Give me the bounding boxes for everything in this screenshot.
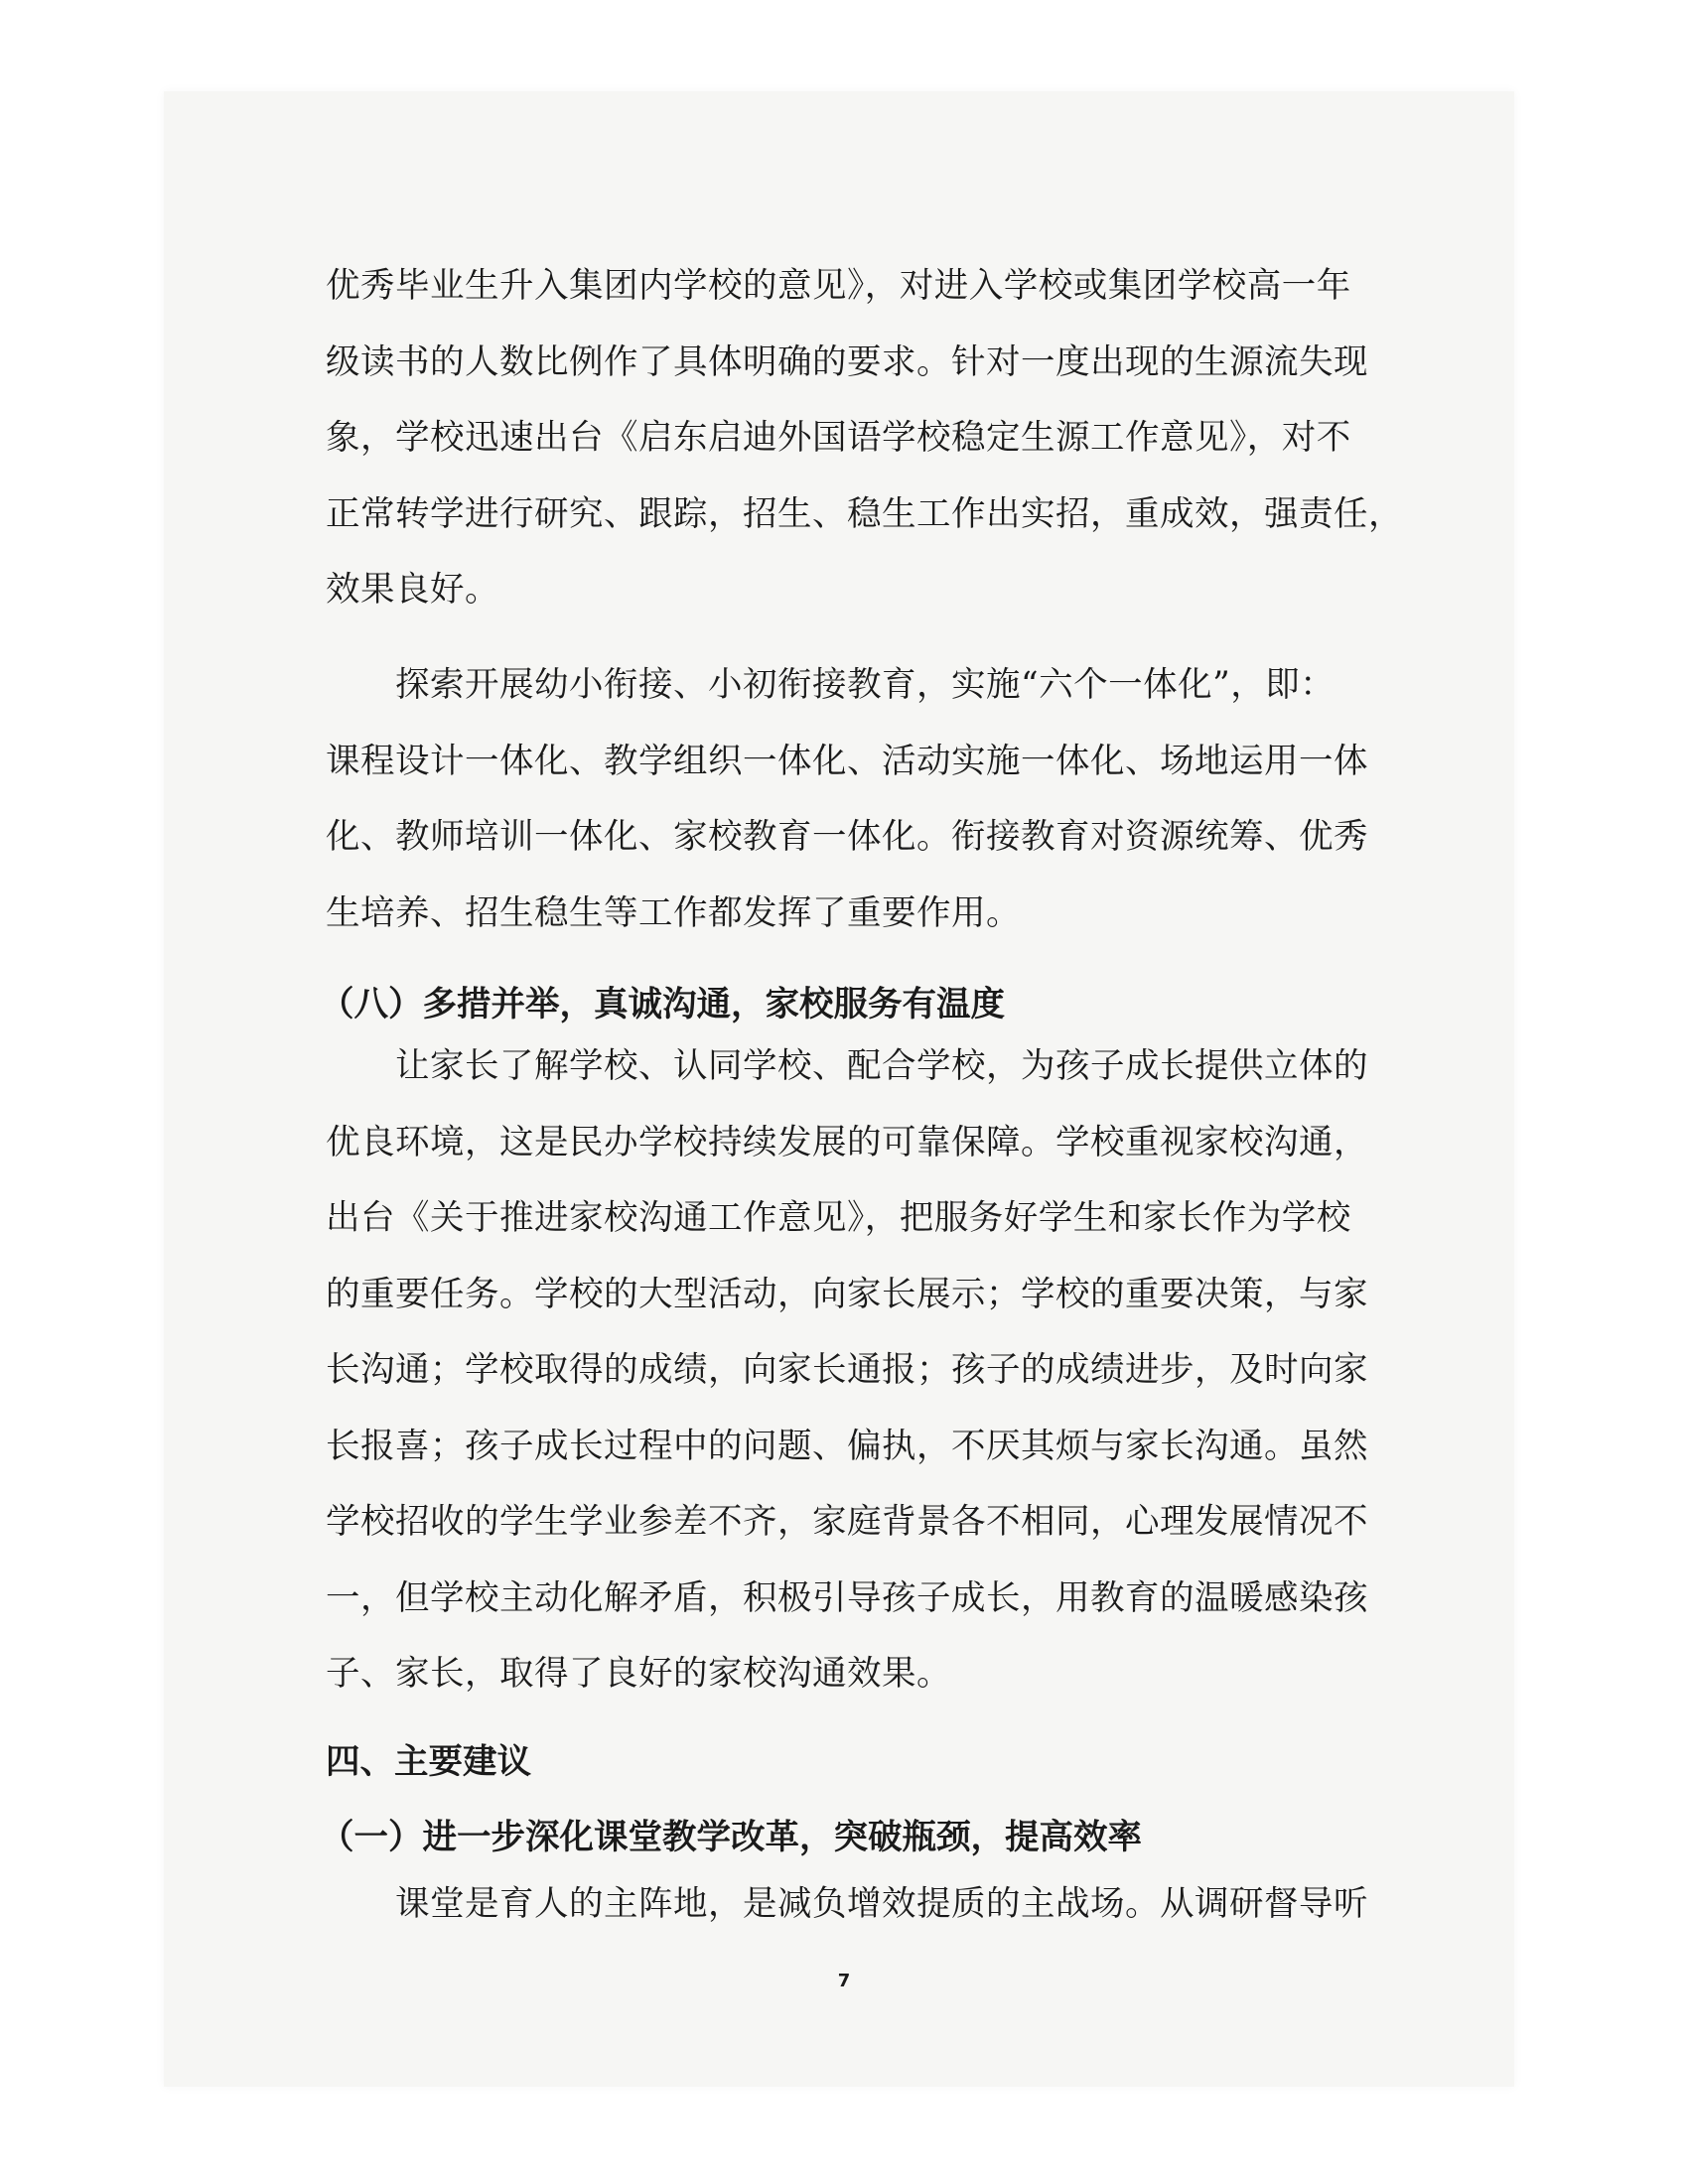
text-line: 让家长了解学校、认同学校、配合学校，为孩子成长提供立体的 <box>326 1046 1368 1086</box>
text-line: 级读书的人数比例作了具体明确的要求。针对一度出现的生源流失现 <box>326 341 1368 382</box>
text-line: 一，但学校主动化解矛盾，积极引导孩子成长，用教育的温暖感染孩 <box>326 1577 1368 1618</box>
page-number: 7 <box>837 1971 851 1991</box>
text-line: 象，学校迅速出台《启东启迪外国语学校稳定生源工作意见》，对不 <box>326 418 1351 458</box>
text-line: 长沟通；学校取得的成绩，向家长通报；孩子的成绩进步，及时向家 <box>326 1350 1368 1390</box>
text-line: 优良环境，这是民办学校持续发展的可靠保障。学校重视家校沟通， <box>326 1122 1368 1162</box>
paragraph-3 <box>326 1028 1366 1712</box>
text-line: 课堂是育人的主阵地，是减负增效提质的主战场。从调研督导听 <box>326 1884 1368 1924</box>
subsection-heading-4-1: （一）进一步深化课堂教学改革，突破瓶颈，提高效率 <box>320 1818 1142 1857</box>
text-line: 课程设计一体化、教学组织一体化、活动实施一体化、场地运用一体 <box>326 741 1368 781</box>
text-line: 学校招收的学生学业参差不齐，家庭背景各不相同，心理发展情况不 <box>326 1502 1368 1542</box>
subsection-heading-8: （八）多措并举，真诚沟通，家校服务有温度 <box>320 985 1005 1024</box>
paragraph-2 <box>326 647 1366 951</box>
text-line: 优秀毕业生升入集团内学校的意见》，对进入学校或集团学校高一年 <box>326 266 1351 306</box>
text-line: 生培养、招生稳生等工作都发挥了重要作用。 <box>326 892 1021 933</box>
text-line: 化、教师培训一体化、家校教育一体化。衔接教育对资源统筹、优秀 <box>326 817 1368 857</box>
text-line: 正常转学进行研究、跟踪，招生、稳生工作出实招，重成效，强责任， <box>326 493 1403 534</box>
text-line: 子、家长，取得了良好的家校沟通效果。 <box>326 1654 951 1694</box>
text-line: 探索开展幼小衔接、小初衔接教育，实施“六个一体化”，即： <box>326 665 1336 705</box>
paragraph-4 <box>326 1866 1366 1943</box>
text-line: 长报喜；孩子成长过程中的问题、偏执，不厌其烦与家长沟通。虽然 <box>326 1426 1368 1466</box>
paragraph-1 <box>326 248 1403 628</box>
text-line: 的重要任务。学校的大型活动，向家长展示；学校的重要决策，与家 <box>326 1274 1368 1314</box>
text-line: 出台《关于推进家校沟通工作意见》，把服务好学生和家长作为学校 <box>326 1198 1351 1238</box>
text-line: 效果良好。 <box>326 570 499 610</box>
section-title: 四、主要建议 <box>326 1742 531 1782</box>
